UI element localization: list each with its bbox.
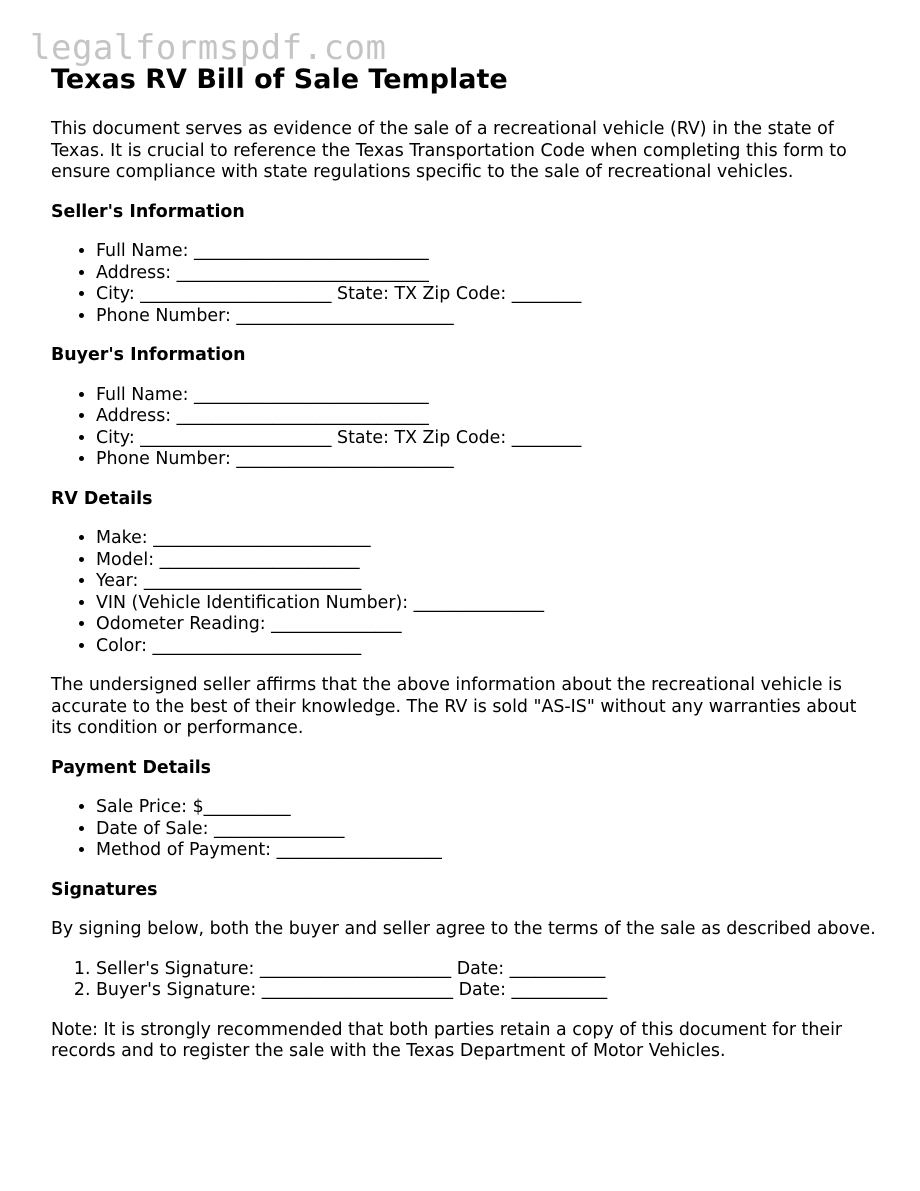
buyer-info-list [51, 385, 881, 471]
payment-details-heading: Payment Details [51, 757, 212, 778]
rv-odometer-field[interactable]: • Odometer Reading: _______________ [96, 614, 881, 636]
seller-full-name-field[interactable]: • Full Name: ___________________________ [96, 241, 881, 263]
seller-phone-field[interactable]: • Phone Number: _________________________ [96, 306, 881, 328]
payment-details-list [51, 797, 881, 862]
document-title: Texas RV Bill of Sale Template [51, 64, 508, 95]
buyer-signature-field[interactable]: 2. Buyer's Signature: ______________________ Date: ___________ [96, 980, 881, 1002]
rv-vin-field[interactable]: • VIN (Vehicle Identification Number): _______________ [96, 593, 881, 615]
signatures-heading: Signatures [51, 879, 158, 900]
buyer-full-name-field[interactable]: • Full Name: ___________________________ [96, 385, 881, 407]
seller-signature-field[interactable]: 1. Seller's Signature: ______________________ Date: ___________ [96, 959, 881, 981]
date-of-sale-field[interactable]: • Date of Sale: _______________ [96, 819, 881, 841]
seller-section-heading: Seller's Information [51, 201, 245, 222]
rv-color-field[interactable]: • Color: ________________________ [96, 636, 881, 658]
rv-model-field[interactable]: • Model: _______________________ [96, 550, 881, 572]
rv-year-field[interactable]: • Year: _________________________ [96, 571, 881, 593]
payment-method-field[interactable]: • Method of Payment: ___________________ [96, 840, 881, 862]
signatures-list [51, 959, 881, 1002]
signatures-paragraph: By signing below, both the buyer and seller agree to the terms of the sale as described above. [51, 919, 876, 939]
seller-city-state-zip-field[interactable]: • City: ______________________ State: TX Zip Code: ________ [96, 284, 881, 306]
rv-details-heading: RV Details [51, 488, 153, 509]
buyer-section-heading: Buyer's Information [51, 345, 246, 365]
seller-info-list [51, 241, 881, 327]
watermark: legalformspdf.com [30, 28, 387, 68]
intro-paragraph: This document serves as evidence of the sale of a recreational vehicle (RV) in the state of Texas. It is crucial to reference the Texas Transportation Code when completing this form to ensure compliance with state regulations specific to the sale of recreational vehicles. [51, 119, 847, 182]
note-paragraph: Note: It is strongly recommended that both parties retain a copy of this document for their records and to register the sale with the Texas Department of Motor Vehicles. [51, 1019, 843, 1061]
seller-address-field[interactable]: • Address: _____________________________ [96, 263, 881, 285]
buyer-city-state-zip-field[interactable]: • City: ______________________ State: TX Zip Code: ________ [96, 428, 881, 450]
buyer-phone-field[interactable]: • Phone Number: _________________________ [96, 449, 881, 471]
document-body [51, 62, 881, 1063]
rv-details-list [51, 528, 881, 657]
sale-price-field[interactable]: • Sale Price: $__________ [96, 797, 881, 819]
buyer-address-field[interactable]: • Address: _____________________________ [96, 406, 881, 428]
rv-make-field[interactable]: • Make: _________________________ [96, 528, 881, 550]
affirmation-paragraph: The undersigned seller affirms that the above information about the recreational vehicle is accurate to the best of their knowledge. The RV is sold "AS-IS" without any warranties about its condition or performance. [51, 675, 857, 738]
